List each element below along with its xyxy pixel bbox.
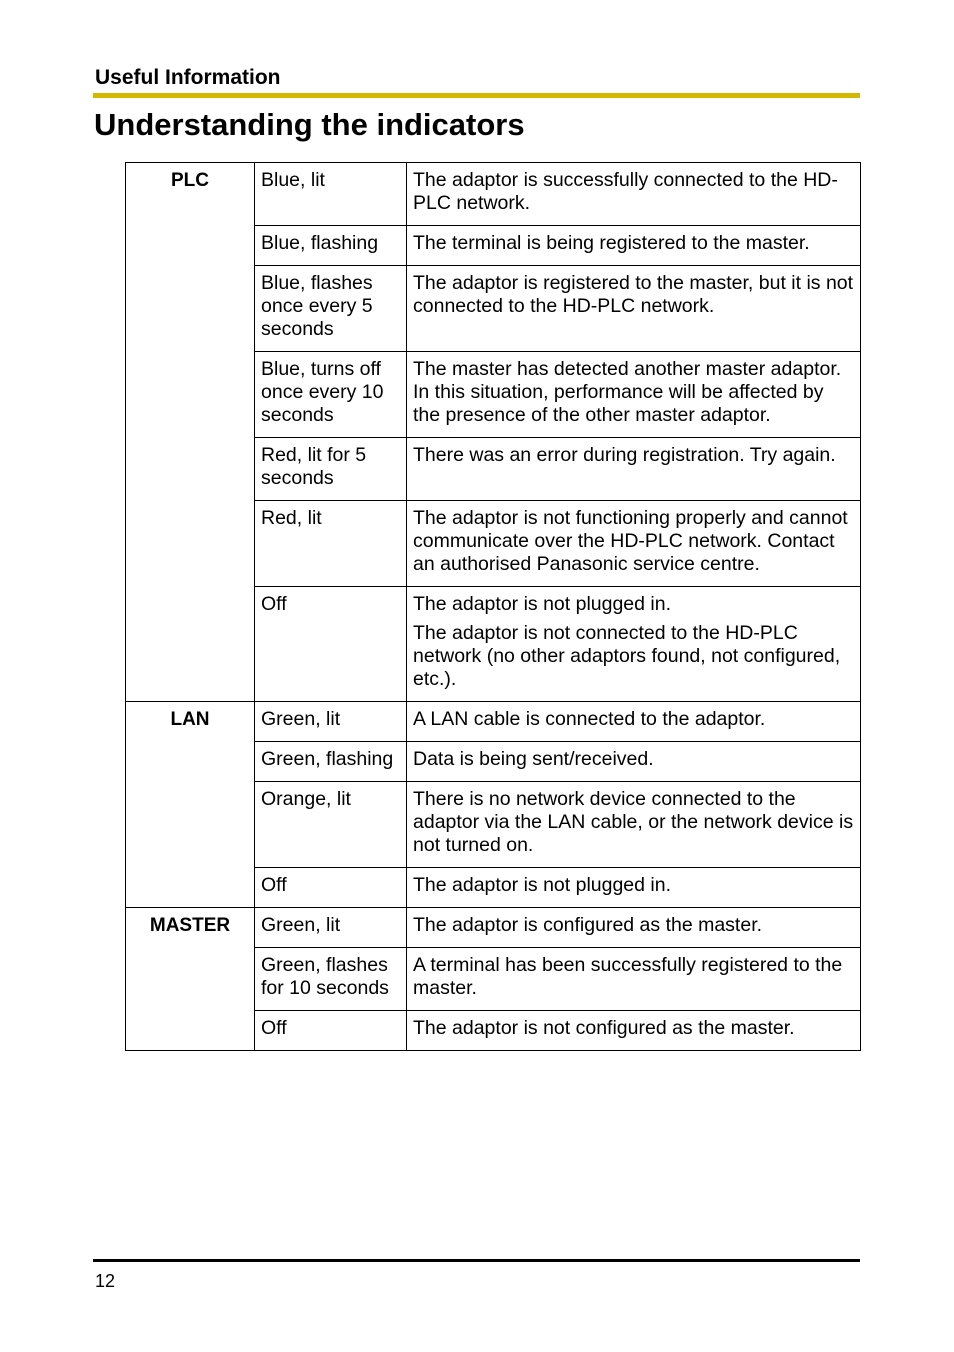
indicator-description-cell (407, 908, 861, 948)
indicator-state-cell: Green, lit (255, 702, 407, 742)
indicator-description-cell (407, 226, 861, 266)
indicator-name-cell: MASTER (126, 908, 255, 1051)
table-row (126, 702, 861, 742)
indicator-state-cell: Green, flashes for 10 seconds (255, 948, 407, 1011)
indicator-description-cell (407, 782, 861, 868)
indicator-state-cell: Red, lit (255, 501, 407, 587)
indicator-description-cell (407, 868, 861, 908)
page-title: Understanding the indicators (94, 107, 525, 142)
indicator-state-cell: Off (255, 587, 407, 702)
indicator-state-cell: Green, lit (255, 908, 407, 948)
indicators-table (125, 162, 861, 1051)
indicator-description-cell (407, 163, 861, 226)
description-paragraph: The adaptor is not configured as the master. (413, 1017, 795, 1039)
indicator-description-cell (407, 948, 861, 1011)
indicator-state-cell: Blue, lit (255, 163, 407, 226)
indicator-state-cell: Off (255, 868, 407, 908)
description-paragraph: The adaptor is successfully connected to the HD-PLC network. (413, 169, 838, 214)
footer-rule (93, 1259, 860, 1262)
table-row (126, 163, 861, 226)
description-paragraph: A LAN cable is connected to the adaptor. (413, 708, 766, 730)
indicator-description-cell (407, 742, 861, 782)
page-number: 12 (95, 1271, 116, 1291)
description-paragraph: The master has detected another master adaptor. In this situation, performance will be affected by the presence of the other master adaptor. (413, 358, 842, 426)
indicator-description-cell (407, 702, 861, 742)
description-paragraph: There was an error during registration. Try again. (413, 444, 836, 466)
indicator-description-cell (407, 352, 861, 438)
table-row (126, 908, 861, 948)
indicator-state-cell: Red, lit for 5 seconds (255, 438, 407, 501)
description-paragraph: The adaptor is not plugged in. (413, 593, 672, 615)
indicator-description-cell (407, 587, 861, 702)
indicator-description-cell (407, 266, 861, 352)
description-paragraph: The adaptor is not functioning properly and cannot communicate over the HD-PLC network. Contact an authorised Panasonic service centre. (413, 507, 848, 575)
indicator-name-cell: LAN (126, 702, 255, 908)
description-paragraph: There is no network device connected to the adaptor via the LAN cable, or the network device is not turned on. (413, 788, 854, 856)
description-paragraph: Data is being sent/received. (413, 748, 654, 770)
indicator-name-cell: PLC (126, 163, 255, 702)
description-paragraph: The adaptor is registered to the master, but it is not connected to the HD-PLC network. (413, 272, 854, 317)
description-paragraph: The adaptor is not connected to the HD-PLC network (no other adaptors found, not configured, etc.). (413, 622, 841, 690)
indicator-description-cell (407, 501, 861, 587)
indicator-state-cell: Orange, lit (255, 782, 407, 868)
description-paragraph: The adaptor is configured as the master. (413, 914, 763, 936)
indicator-state-cell: Blue, turns off once every 10 seconds (255, 352, 407, 438)
indicator-state-cell: Blue, flashing (255, 226, 407, 266)
description-paragraph: A terminal has been successfully registered to the master. (413, 954, 843, 999)
header-accent-bar (93, 93, 860, 98)
description-paragraph: The adaptor is not plugged in. (413, 874, 672, 896)
description-paragraph: The terminal is being registered to the master. (413, 232, 810, 254)
indicator-state-cell: Green, flashing (255, 742, 407, 782)
indicators-table-body (126, 163, 861, 1051)
indicator-state-cell: Off (255, 1011, 407, 1051)
section-label: Useful Information (95, 66, 281, 89)
indicator-description-cell (407, 438, 861, 501)
indicator-state-cell: Blue, flashes once every 5 seconds (255, 266, 407, 352)
indicator-description-cell (407, 1011, 861, 1051)
